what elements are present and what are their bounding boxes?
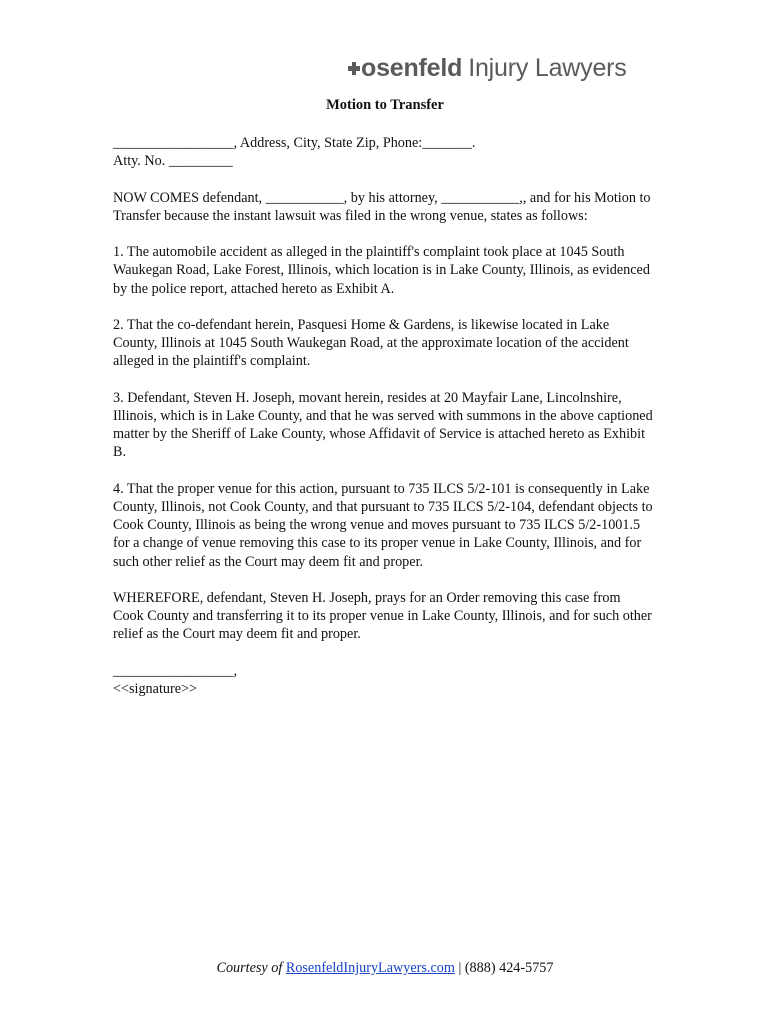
wherefore-paragraph: WHEREFORE, defendant, Steven H. Joseph, prays for an Order removing this case from Cook County and transferring it to its proper venue in Lake County, Illinois, and for such other relief as the Court may deem fit and proper. [113,589,652,643]
brand-logo [348,54,627,83]
plus-r-logo-icon [348,58,362,80]
paragraph-3: 3. Defendant, Steven H. Joseph, movant herein, resides at 20 Mayfair Lane, Lincolnshire, Illinois, which is in Lake County, and that he was served with summons in the above captioned matter by the Sheriff of Lake County, whose Affidavit of Service is attached hereto as Exhibit B. [113,389,653,461]
logo-tagline: Injury Lawyers [468,54,627,82]
attorney-header [113,134,653,170]
signature-block [113,662,653,698]
document-title: Motion to Transfer [326,97,444,113]
document-body [113,134,653,716]
paragraph-4: 4. That the proper venue for this action, pursuant to 735 ILCS 5/2-101 is consequently in Lake County, Illinois, not Cook County, and that pursuant to 735 ILCS 5/2-104, defendant objects to Cook County, Illinois as being the wrong venue and moves pursuant to 735 ILCS 5/2-1001.5 for a change of venue removing this case to its proper venue in Lake County, Illinois, and for such other relief as the Court may deem fit and proper. [113,480,653,570]
footer-website-link[interactable]: RosenfeldInjuryLawyers.com [285,960,455,976]
attorney-address-line: _________________, Address, City, State Zip, Phone:_______. [113,135,476,151]
paragraph-1: 1. The automobile accident as alleged in the plaintiff's complaint took place at 1045 South Waukegan Road, Lake Forest, Illinois, which location is in Lake County, Illinois, as evidenced by the police report, attached hereto as Exhibit A. [113,244,650,297]
paragraph-2: 2. That the co-defendant herein, Pasquesi Home & Gardens, is likewise located in Lake County, Illinois at 1045 South Waukegan Road, at the approximate location of the accident alleged in the plaintiff's complaint. [113,316,629,370]
footer-phone: (888) 424-5757 [464,960,554,976]
footer-courtesy: Courtesy of [216,960,283,976]
attorney-number-line: Atty. No. _________ [113,153,233,170]
footer-separator: | [458,960,462,976]
signature-placeholder: <<signature>> [113,680,198,697]
intro-paragraph: NOW COMES defendant, ___________, by his attorney, ___________,, and for his Motion to Transfer because the instant lawsuit was filed in the wrong venue, states as follows: [113,189,651,224]
footer [0,960,770,977]
logo-brand-name: osenfeld [361,54,463,82]
signature-line: _________________, [113,662,238,679]
